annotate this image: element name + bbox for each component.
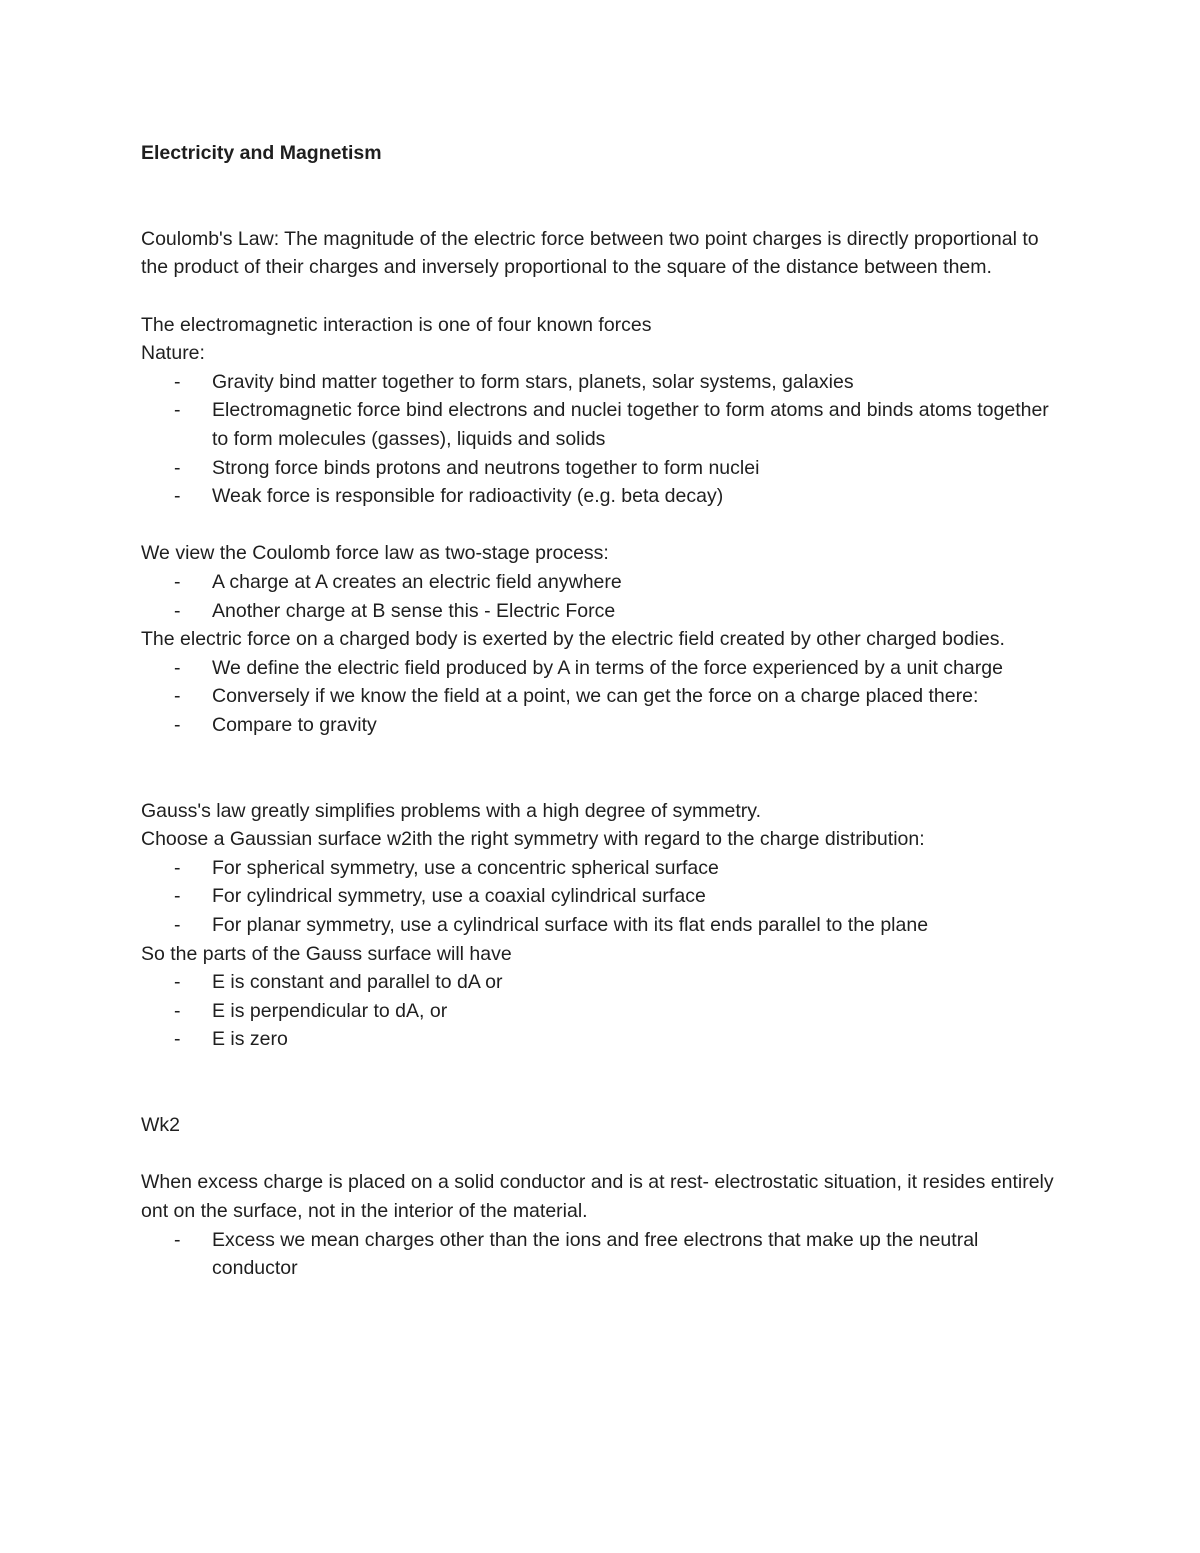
list-item: - Excess we mean charges other than the ions and free electrons that make up the neutral conductor (141, 1226, 1066, 1283)
spacer (141, 1054, 1066, 1111)
document-page (141, 139, 1066, 1283)
two-stage-intro: We view the Coulomb force law as two-stage process: (141, 542, 609, 565)
coulomb-law-paragraph: Coulomb's Law: The magnitude of the electric force between two point charges is directly proportional to the product of their charges and inversely proportional to the square of the distance between them. (141, 227, 1039, 279)
list-item: - For cylindrical symmetry, use a coaxial cylindrical surface (141, 882, 1066, 911)
conductor-list (141, 1226, 1066, 1283)
conductor-paragraph: When excess charge is placed on a solid conductor and is at rest- electrostatic situation, it resides entirely ont on the surface, not in the interior of the material. (141, 1171, 1054, 1222)
gauss-parts-intro: So the parts of the Gauss surface will have (141, 942, 512, 965)
list-item: - E is perpendicular to dA, or (141, 997, 1066, 1026)
list-item: - Another charge at B sense this - Electric Force (141, 597, 1066, 626)
gauss-choose: Choose a Gaussian surface w2ith the right symmetry with regard to the charge distribution: (141, 828, 925, 851)
symmetry-list (141, 854, 1066, 940)
spacer (141, 282, 1066, 311)
list-item: - We define the electric field produced by A in terms of the force experienced by a unit charge (141, 654, 1066, 683)
list-item: - Gravity bind matter together to form stars, planets, solar systems, galaxies (141, 368, 1066, 397)
week-heading: Wk2 (141, 1114, 180, 1137)
list-item: - Strong force binds protons and neutrons together to form nuclei (141, 454, 1066, 483)
gauss-parts-list (141, 968, 1066, 1054)
list-item: - A charge at A creates an electric field anywhere (141, 568, 1066, 597)
document-title: Electricity and Magnetism (141, 142, 382, 164)
list-item: - E is zero (141, 1025, 1066, 1054)
nature-list (141, 368, 1066, 511)
list-item: - E is constant and parallel to dA or (141, 968, 1066, 997)
list-item: - Electromagnetic force bind electrons and nuclei together to form atoms and binds atoms together to form molecules (gasses), liquids and solids (141, 396, 1066, 453)
forces-intro: The electromagnetic interaction is one of four known forces (141, 313, 652, 336)
spacer (141, 168, 1066, 225)
two-stage-list (141, 568, 1066, 625)
electric-force-paragraph: The electric force on a charged body is exerted by the electric field created by other charged bodies. (141, 628, 1005, 651)
spacer (141, 511, 1066, 540)
list-item: - Compare to gravity (141, 711, 1066, 740)
list-item: - For planar symmetry, use a cylindrical surface with its flat ends parallel to the plane (141, 911, 1066, 940)
nature-label: Nature: (141, 342, 205, 365)
spacer (141, 1140, 1066, 1169)
list-item: - For spherical symmetry, use a concentric spherical surface (141, 854, 1066, 883)
list-item: - Weak force is responsible for radioactivity (e.g. beta decay) (141, 482, 1066, 511)
list-item: - Conversely if we know the field at a point, we can get the force on a charge placed there: (141, 682, 1066, 711)
gauss-intro: Gauss's law greatly simplifies problems with a high degree of symmetry. (141, 799, 762, 822)
field-list (141, 654, 1066, 740)
spacer (141, 739, 1066, 796)
